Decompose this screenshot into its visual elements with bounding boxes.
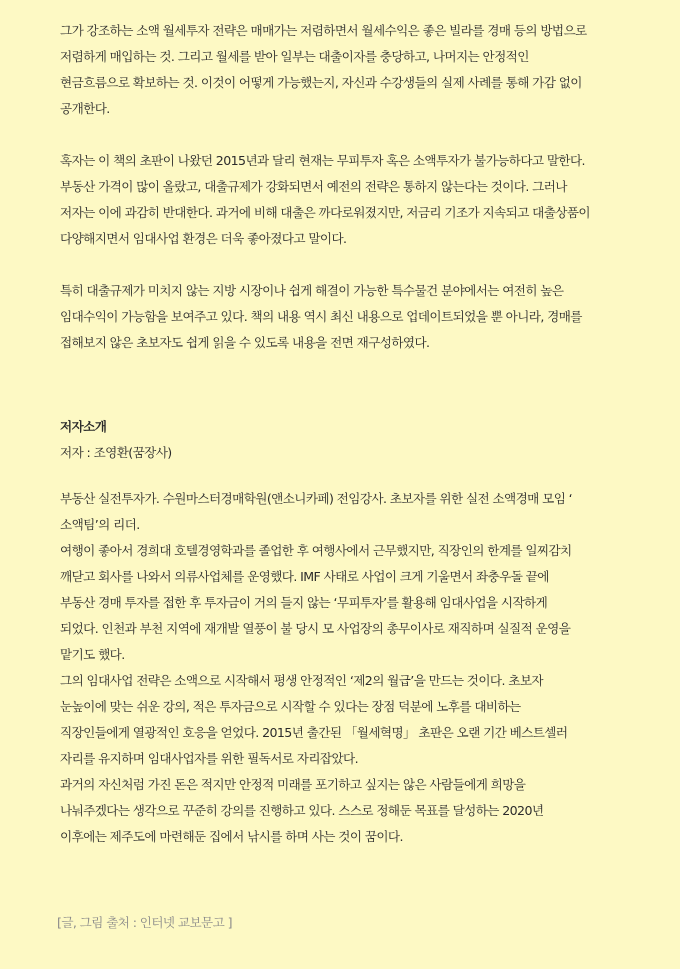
text-line: 임대수익이 가능함을 보여주고 있다. 책의 내용 역시 최신 내용으로 업데이트되었을 뿐 아니라, 경매를 [60,309,582,324]
paragraph-spacer [60,122,680,148]
paragraph-spacer [60,252,680,278]
text-line: 부동산 실전투자가. 수원마스터경매학원(앤소니카페) 전임강사. 초보자를 위한 실전 소액경매 모임 ‘ [60,491,573,506]
text-line: 공개한다. [60,101,110,116]
text-line: 여행이 좋아서 경희대 호텔경영학과를 졸업한 후 여행사에서 근무했지만, 직장인의 한계를 일찌감치 [60,543,572,558]
text-line: 이후에는 제주도에 마련해둔 집에서 낚시를 하며 사는 것이 꿈이다. [60,829,403,844]
text-line: 현금흐름으로 확보하는 것. 이것이 어떻게 가능했는지, 자신과 수강생들의 실제 사례를 통해 가감 없이 [60,75,582,90]
intro-paragraph-2 [60,148,680,252]
intro-paragraph-1 [60,18,680,122]
text-line: 혹자는 이 책의 초판이 나왔던 2015년과 달리 현재는 무피투자 혹은 소액투자가 불가능하다고 말한다. [60,153,585,168]
text-line: 그가 강조하는 소액 월세투자 전략은 매매가는 저렴하면서 월세수익은 좋은 빌라를 경매 등의 방법으로 [60,23,587,38]
section-spacer [60,356,680,410]
text-line: 저자는 이에 과감히 반대한다. 과거에 비해 대출은 까다로워졌지만, 저금리 기조가 지속되고 대출상품이 [60,205,590,220]
text-line: 부동산 가격이 많이 올랐고, 대출규제가 강화되면서 예전의 전략은 통하지 않는다는 것이다. 그러나 [60,179,567,194]
text-line: 나눠주겠다는 생각으로 꾸준히 강의를 진행하고 있다. 스스로 정해둔 목표를 달성하는 2020년 [60,803,544,818]
text-line: 특히 대출규제가 미치지 않는 지방 시장이나 쉽게 해결이 가능한 특수물건 분야에서는 여전히 높은 [60,283,564,298]
author-bio [60,486,680,850]
text-line: 자리를 유지하며 임대사업자를 위한 필독서로 자리잡았다. [60,751,358,766]
text-line: 직장인들에게 열광적인 호응을 얻었다. 2015년 출간된 「월세혁명」 초판은 오랜 기간 베스트셀러 [60,725,568,740]
text-line: 부동산 경매 투자를 접한 후 투자금이 거의 들지 않는 ‘무피투자’를 활용해 임대사업을 시작하게 [60,595,548,610]
text-line: 과거의 자신처럼 가진 돈은 적지만 안정적 미래를 포기하고 싶지는 않은 사람들에게 희망을 [60,777,526,792]
author-name-line: 저자 : 조영환(꿈장사) [60,445,172,460]
text-line: 다양해지면서 임대사업 환경은 더욱 좋아졌다고 말이다. [60,231,347,246]
author-section-heading: 저자소개 [60,419,107,434]
text-line: 접해보지 않은 초보자도 쉽게 읽을 수 있도록 내용을 전면 재구성하였다. [60,335,430,350]
source-credit: [글, 그림 출처 : 인터넷 교보문고 ] [57,915,232,930]
text-line: 그의 임대사업 전략은 소액으로 시작해서 평생 안정적인 ‘제2의 월급’을 만드는 것이다. 초보자 [60,673,543,688]
text-line: 깨닫고 회사를 나와서 의류사업체를 운영했다. IMF 사태로 사업이 크게 기울면서 좌충우돌 끝에 [60,569,549,584]
text-line: 되었다. 인천과 부천 지역에 재개발 열풍이 불 당시 모 사업장의 총무이사로 재직하며 실질적 운영을 [60,621,571,636]
intro-paragraph-3 [60,278,680,356]
text-line: 소액팀’의 리더. [60,517,140,532]
text-line: 맡기도 했다. [60,647,125,662]
text-line: 눈높이에 맞는 쉬운 강의, 적은 투자금으로 시작할 수 있다는 장점 덕분에 노후를 대비하는 [60,699,521,714]
text-line: 저렴하게 매입하는 것. 그리고 월세를 받아 일부는 대출이자를 충당하고, 나머지는 안정적인 [60,49,529,64]
